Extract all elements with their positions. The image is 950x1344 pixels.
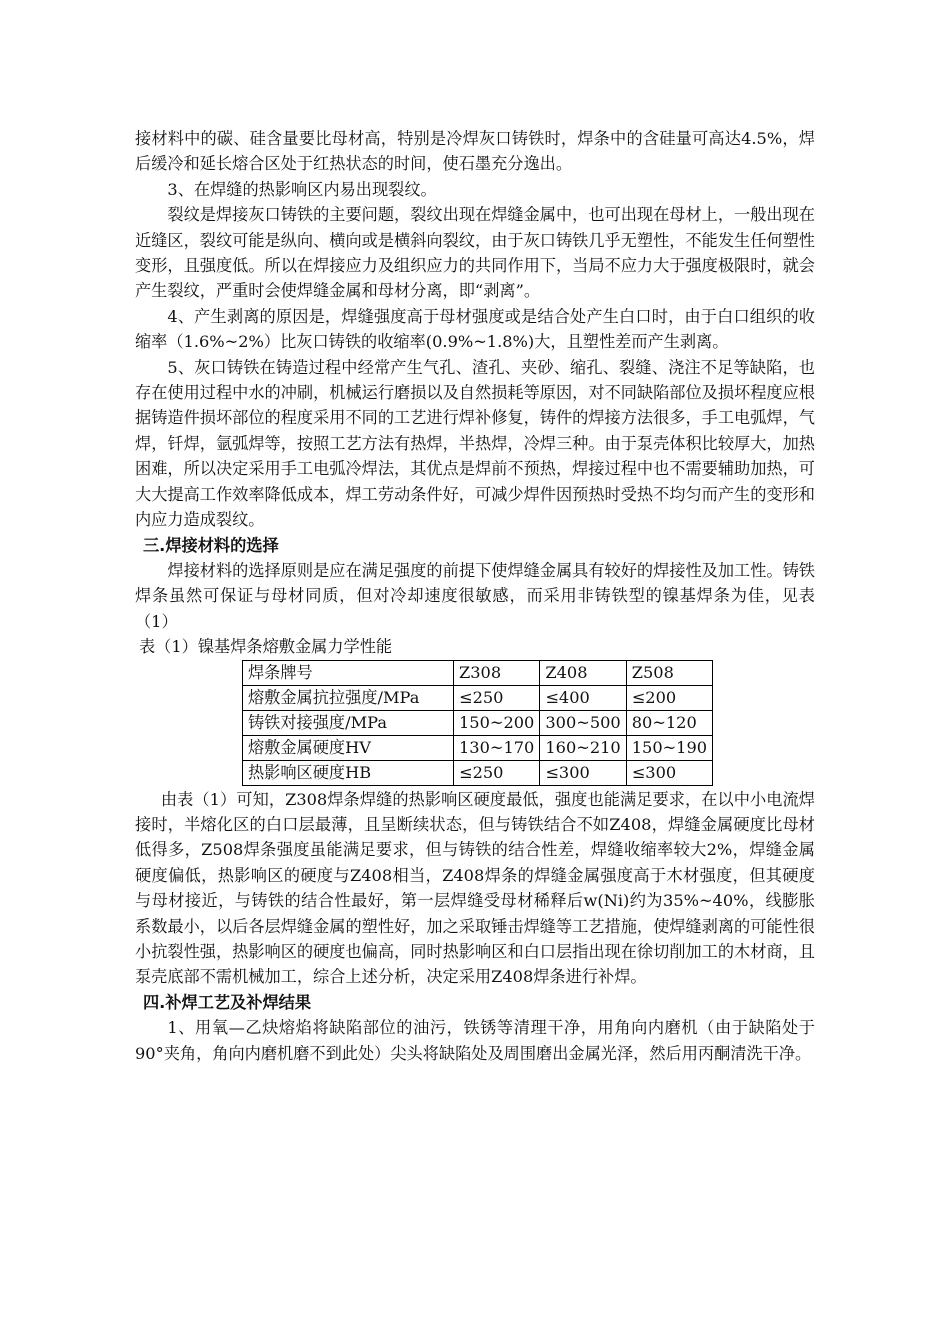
table-cell: 铸铁对接强度/MPa bbox=[243, 710, 454, 735]
table-cell: 150~200 bbox=[454, 710, 540, 735]
table-header-cell: Z408 bbox=[540, 660, 626, 685]
table-cell: ≤400 bbox=[540, 685, 626, 710]
table-header-cell: 焊条牌号 bbox=[243, 660, 454, 685]
table-cell: 130~170 bbox=[454, 735, 540, 760]
table-row bbox=[243, 710, 713, 735]
table-caption: 表（1）镍基焊条熔敷金属力学性能 bbox=[139, 637, 393, 657]
table-cell: ≤200 bbox=[626, 685, 712, 710]
document-page bbox=[135, 126, 815, 1066]
table-cell: 150~190 bbox=[626, 735, 712, 760]
table-cell: ≤250 bbox=[454, 760, 540, 785]
table-cell: 300~500 bbox=[540, 710, 626, 735]
table-header-row bbox=[243, 660, 713, 685]
table-row bbox=[243, 735, 713, 760]
paragraph-item-3: 3、在焊缝的热影响区内易出现裂纹。 bbox=[167, 179, 437, 199]
table-row bbox=[243, 760, 713, 785]
section-heading-4: 四.补焊工艺及补焊结果 bbox=[143, 992, 312, 1012]
table-cell: 熔敷金属抗拉强度/MPa bbox=[243, 685, 454, 710]
paragraph-item-4: 4、产生剥离的原因是，焊缝强度高于母材强度或是结合处产生白口时，由于白口组织的收缩率（1.6%~2%）比灰口铸铁的收缩率(0.9%~1.8%)大，且塑性差而产生剥离。 bbox=[135, 306, 815, 352]
electrode-properties-table bbox=[242, 660, 713, 786]
table-cell: 熔敷金属硬度HV bbox=[243, 735, 454, 760]
paragraph-material-selection: 焊接材料的选择原则是应在满足强度的前提下使焊缝金属具有较好的焊接性及加工性。铸铁焊条虽然可保证与母材同质，但对冷却速度很敏感，而采用非铸铁型的镍基焊条为佳，见表（1） bbox=[135, 560, 815, 631]
table-header-cell: Z308 bbox=[454, 660, 540, 685]
table-cell: 160~210 bbox=[540, 735, 626, 760]
table-cell: 热影响区硬度HB bbox=[243, 760, 454, 785]
paragraph-table-analysis: 由表（1）可知，Z308焊条焊缝的热影响区硬度最低，强度也能满足要求，在以中小电流焊接时，半熔化区的白口层最薄，且呈断续状态，但与铸铁结合不如Z408，焊缝金属硬度比母材低得多，Z508焊条强度虽能满足要求，但与铸铁的结合性差，焊缝收缩率较大2%，焊缝金属硬度偏低，热影响区的硬度与Z408相当，Z408焊条的焊缝金属强度高于木材强度，但其硬度与母材接近，与铸铁的结合性最好，第一层焊缝受母材稀释后w(Ni)约为35%~40%，线膨胀系数最小，以后各层焊缝金属的塑性好，加之采取锤击焊缝等工艺措施，使焊缝剥离的可能性很小抗裂性强，热影响区的硬度也偏高，同时热影响区和白口层指出现在徐切削加工的木材商，且泵壳底部不需机械加工，综合上述分析，决定采用Z408焊条进行补焊。 bbox=[135, 789, 815, 987]
paragraph-cracks: 裂纹是焊接灰口铸铁的主要问题，裂纹出现在焊缝金属中，也可出现在母材上，一般出现在近缝区，裂纹可能是纵向、横向或是横斜向裂纹，由于灰口铸铁几乎无塑性，不能发生任何塑性变形，且强度低。所以在焊接应力及组织应力的共同作用下，当局不应力大于强度极限时，就会产生裂纹，严重时会使焊缝金属和母材分离，即“剥离”。 bbox=[135, 205, 815, 301]
paragraph-item-5: 5、灰口铸铁在铸造过程中经常产生气孔、渣孔、夹砂、缩孔、裂缝、浇注不足等缺陷，也存在使用过程中水的冲刷，机械运行磨损以及自然损耗等原因，对不同缺陷部位及损坏程度应根据铸造件损坏部位的程度采用不同的工艺进行焊补修复，铸件的焊接方法很多，手工电弧焊，气焊，钎焊，氩弧焊等，按照工艺方法有热焊，半热焊，冷焊三种。由于泵壳体积比较厚大，加热困难，所以决定采用手工电弧冷焊法，其优点是焊前不预热，焊接过程中也不需要辅助加热，可大大提高工作效率降低成本，焊工劳动条件好，可减少焊件因预热时受热不均匀而产生的变形和内应力造成裂纹。 bbox=[135, 357, 815, 530]
paragraph-carbon-silicon: 接材料中的碳、硅含量要比母材高，特别是冷焊灰口铸铁时，焊条中的含硅量可高达4.5%，焊后缓冷和延长熔合区处于红热状态的时间，使石墨充分逸出。 bbox=[135, 129, 815, 174]
table-cell: ≤250 bbox=[454, 685, 540, 710]
table-row bbox=[243, 685, 713, 710]
table-cell: ≤300 bbox=[540, 760, 626, 785]
section-heading-3: 三.焊接材料的选择 bbox=[143, 535, 279, 555]
table-cell: 80~120 bbox=[626, 710, 712, 735]
paragraph-repair-step-1: 1、用氧—乙炔熔焰将缺陷部位的油污，铁锈等清理干净，用角向内磨机（由于缺陷处于90°夹角，角向内磨机磨不到此处）尖头将缺陷处及周围磨出金属光泽，然后用丙酮清洗干净。 bbox=[135, 1018, 815, 1063]
table-header-cell: Z508 bbox=[626, 660, 712, 685]
table-cell: ≤300 bbox=[626, 760, 712, 785]
